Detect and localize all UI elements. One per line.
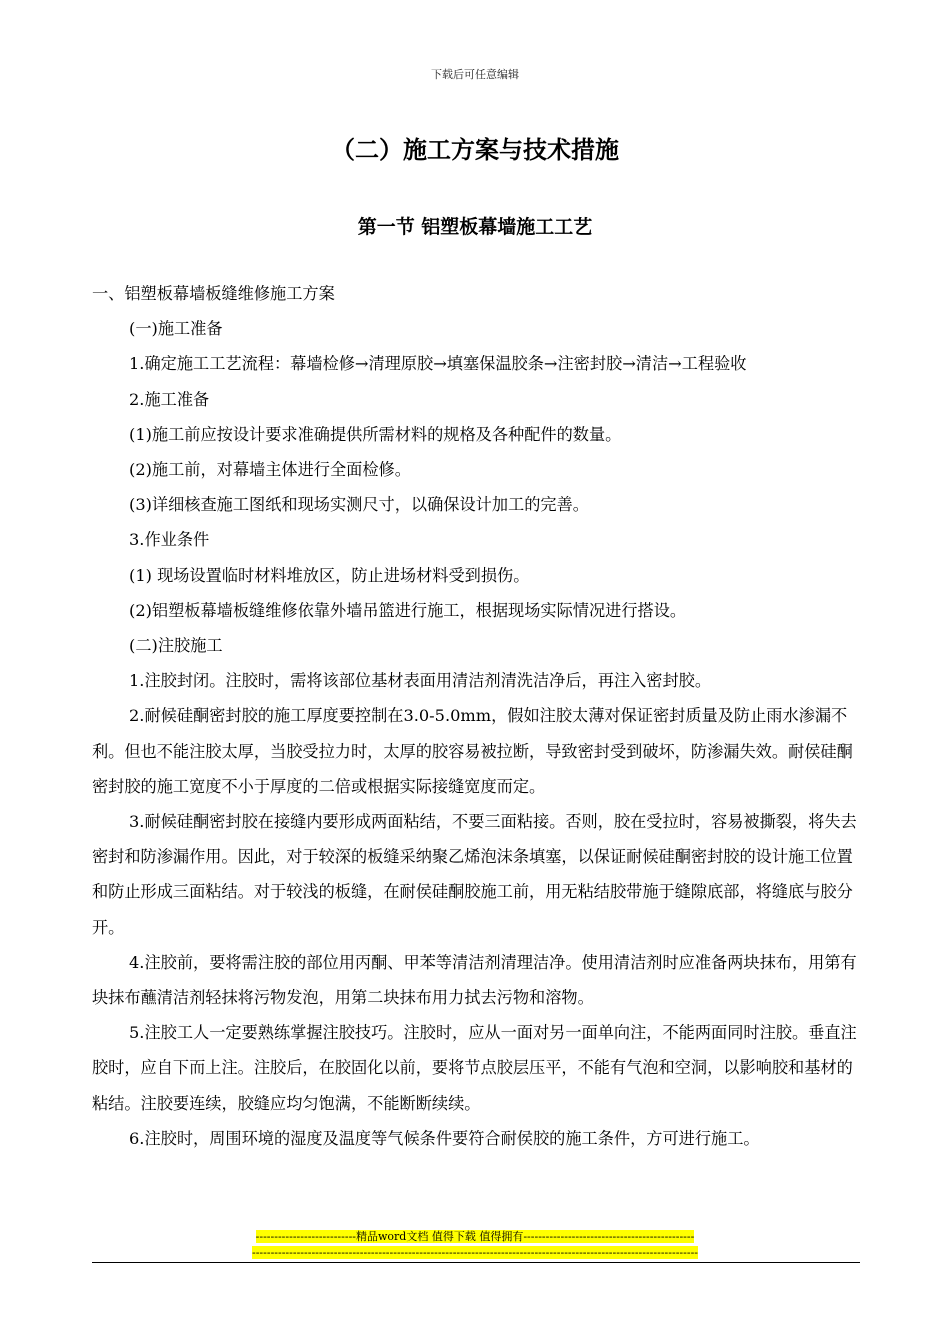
paragraph-condition-1: (1) 现场设置临时材料堆放区，防止进场材料受到损伤。 xyxy=(129,565,530,585)
paragraph-prep-item-2: (2)施工前，对幕墙主体进行全面检修。 xyxy=(129,460,411,480)
paragraph-sealant-4: 4.注胶前，要将需注胶的部位用丙酮、甲苯等清洁剂清理洁净。使用清洁剂时应准备两块抹布，用第有块抹布蘸清洁剂轻抹将污物发泡，用第二块抹布用力拭去污物和溶物。 xyxy=(92,952,857,1008)
paragraph-conditions-heading: 3.作业条件 xyxy=(129,530,210,550)
paragraph-prep-item-3: (3)详细核查施工图纸和现场实测尺寸，以确保设计加工的完善。 xyxy=(129,495,589,515)
paragraph-sealant-3: 3.耐候硅酮密封胶在接缝内要形成两面粘结，不要三面粘接。否则，胶在受拉时，容易被撕裂，将失去密封和防渗漏作用。因此，对于较深的板缝采纳聚乙烯泡沫条填塞，以保证耐候硅酮密封胶的设计施工位置和防止形成三面粘结。对于较浅的板缝，在耐侯硅酮胶施工前，用无粘结胶带施于缝隙底部，将缝底与胶分开。 xyxy=(92,812,857,937)
section-title: 第一节 铝塑板幕墙施工工艺 xyxy=(357,216,593,238)
main-title: （二）施工方案与技术措施 xyxy=(331,136,619,164)
header-note: 下载后可任意编辑 xyxy=(431,68,519,81)
subheading-preparation: (一)施工准备 xyxy=(129,319,223,339)
paragraph-sealant-6: 6.注胶时，周围环境的湿度及温度等气候条件要符合耐侯胶的施工条件，方可进行施工。 xyxy=(129,1128,760,1148)
document-body xyxy=(92,276,864,1156)
paragraph-condition-2: (2)铝塑板幕墙板缝维修依靠外墙吊篮进行施工，根据现场实际情况进行搭设。 xyxy=(129,600,687,620)
footer-divider xyxy=(92,1262,860,1263)
paragraph-sealant-1: 1.注胶封闭。注胶时，需将该部位基材表面用清洁剂清洗洁净后，再注入密封胶。 xyxy=(129,671,712,691)
paragraph-sealant-5: 5.注胶工人一定要熟练掌握注胶技巧。注胶时，应从一面对另一面单向注，不能两面同时注胶。垂直注胶时，应自下而上注。注胶后，在胶固化以前，要将节点胶层压平，不能有气泡和空洞，以影响胶和基材的粘结。注胶要连续，胶缝应均匀饱满，不能断断续续。 xyxy=(92,1023,857,1113)
paragraph-prep-item-1: (1)施工前应按设计要求准确提供所需材料的规格及各种配件的数量。 xyxy=(129,424,622,444)
subheading-sealant: (二)注胶施工 xyxy=(129,636,223,656)
paragraph-preparation-heading: 2.施工准备 xyxy=(129,389,210,409)
heading-part-one: 一、铝塑板幕墙板缝维修施工方案 xyxy=(92,284,335,303)
paragraph-process-flow: 1.确定施工工艺流程：幕墙检修→清理原胶→填塞保温胶条→注密封胶→清洁→工程验收 xyxy=(129,354,747,374)
footer-banner-line-1: ---------------------------精品word文档 值得下载 值得拥有---------------------------------------------- xyxy=(255,1230,695,1243)
footer-banner-line-2: ------------------------------------------------------------------------------------------------------------------------ xyxy=(251,1246,698,1259)
paragraph-sealant-2: 2.耐候硅酮密封胶的施工厚度要控制在3.0-5.0mm，假如注胶太薄对保证密封质量及防止雨水渗漏不利。但也不能注胶太厚，当胶受拉力时，太厚的胶容易被拉断，导致密封受到破坏，防渗漏失效。耐侯硅酮密封胶的施工宽度不小于厚度的二倍或根据实际接缝宽度而定。 xyxy=(92,706,853,796)
footer-banner xyxy=(0,1229,950,1261)
